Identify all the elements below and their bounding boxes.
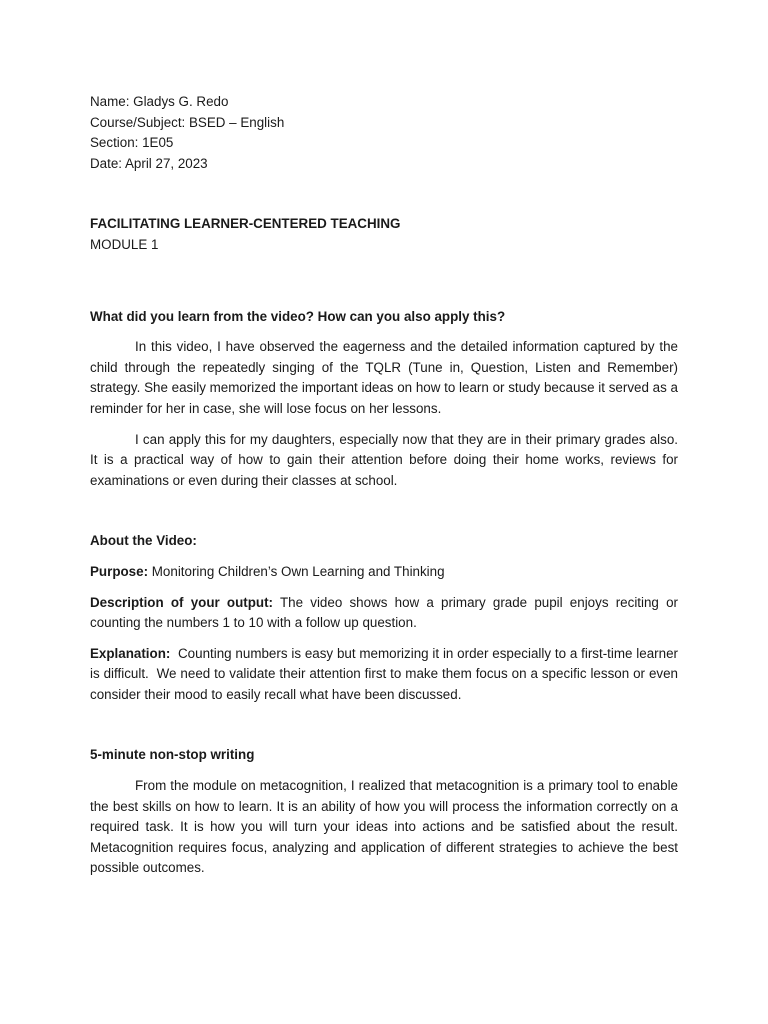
spacer xyxy=(90,766,678,776)
answer-paragraph-2: I can apply this for my daughters, especially now that they are in their primary grades also. It is a practical way of how to gain their attention before doing their home works, reviews for examinations or even during their classes at school. xyxy=(90,431,678,488)
purpose-label: Purpose: xyxy=(90,563,149,579)
explanation-label: Explanation: xyxy=(90,645,171,661)
description-label: Description of your output: xyxy=(90,594,274,610)
student-name: Name: Gladys G. Redo xyxy=(90,94,229,109)
section: Section: 1E05 xyxy=(90,135,174,151)
document-page xyxy=(90,92,682,879)
spacer xyxy=(90,705,678,745)
question-heading: What did you learn from the video? How can you also apply this? xyxy=(90,308,506,324)
date: Date: April 27, 2023 xyxy=(90,155,208,171)
about-heading: About the Video: xyxy=(90,533,197,549)
spacer xyxy=(90,634,678,644)
explanation-paragraph xyxy=(90,644,682,706)
spacer xyxy=(90,583,678,593)
description-text: The video shows how a primary grade pupil enjoys reciting or counting the numbers 1 to 10 with a follow up question. xyxy=(90,594,678,631)
spacer xyxy=(90,552,678,562)
course-subject: Course/Subject: BSED – English xyxy=(90,114,285,130)
writing-paragraph: From the module on metacognition, I realized that metacognition is a primary tool to enable the best skills on how to learn. It is an ability of how you will process the information correctly on a required task. It is how you will turn your ideas into actions and be satisfied about the result. Metacognition requires focus, analyzing and application of different strategies to achieve the best possible outcomes. xyxy=(90,778,678,876)
module-label: MODULE 1 xyxy=(90,236,159,252)
purpose-line xyxy=(90,562,678,583)
explanation-text: Counting numbers is easy but memorizing it in order especially to a first-time learner is difficult. We need to validate their attention first to make them focus on a specific lesson or even consider their mood to easily recall what have been discussed. xyxy=(90,645,682,702)
spacer xyxy=(90,327,678,337)
spacer xyxy=(90,174,678,214)
writing-heading: 5-minute non-stop writing xyxy=(90,747,255,763)
answer-paragraph-1: In this video, I have observed the eagerness and the detailed information captured by the child through the repeatedly singing of the TQLR (Tune in, Question, Listen and Remember) strategy. She easily memorized the important ideas on how to learn or study because it served as a reminder for her in case, she will lose focus on her lessons. xyxy=(90,339,678,416)
spacer xyxy=(90,256,678,307)
spacer xyxy=(90,420,678,430)
spacer xyxy=(90,491,678,531)
document-title: FACILITATING LEARNER-CENTERED TEACHING xyxy=(90,216,401,232)
description-paragraph xyxy=(90,593,678,634)
purpose-text: Monitoring Children’s Own Learning and Thinking xyxy=(148,563,445,579)
